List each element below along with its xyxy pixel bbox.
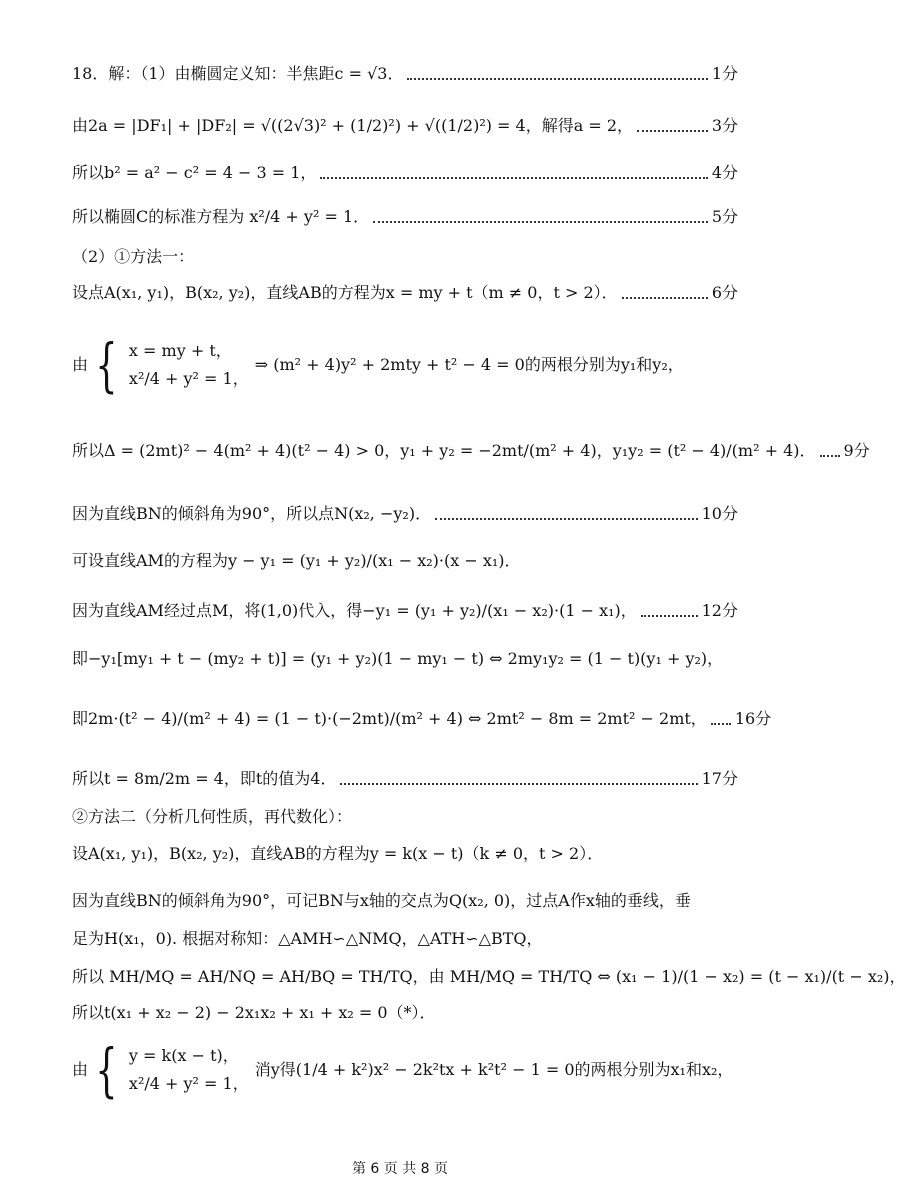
line-text: 所以t(x₁ + x₂ − 2) − 2x₁x₂ + x₁ + x₂ = 0（*）． (72, 1003, 436, 1022)
line-text: 消y得(1/4 + k²)x² − 2k²tx + k²t² − 1 = 0的两根分别为x₁和x₂， (254, 1060, 734, 1079)
line-9 (72, 550, 738, 572)
brace: { (95, 331, 118, 399)
score: 6分 (711, 283, 738, 302)
line-18 (72, 966, 906, 988)
dot-leader (407, 78, 707, 80)
line-6 (72, 282, 738, 304)
dot-leader (622, 297, 708, 299)
page-footer: 第 6 页 共 8 页 (351, 1161, 449, 1177)
system-row: x = my + t， (128, 341, 232, 360)
system-row: x²/4 + y² = 1， (128, 1074, 249, 1093)
line-15 (72, 843, 738, 865)
score: 10分 (701, 504, 738, 523)
equation-system (129, 340, 249, 390)
score: 3分 (711, 116, 738, 135)
line-3 (72, 162, 738, 184)
dot-leader (320, 177, 707, 179)
score: 12分 (701, 601, 738, 620)
line-7 (72, 440, 870, 462)
line-text: 因为直线BN的倾斜角为90°，所以点N(x₂, −y₂)． (72, 504, 432, 523)
line-11 (72, 648, 738, 670)
line-text: 因为直线AM经过点M，将(1,0)代入，得−y₁ = (y₁ + y₂)/(x₁ − x₂)·(1 − x₁)， (72, 601, 637, 620)
line-text: 由2a = |DF₁| + |DF₂| = √((2√3)² + (1/2)²) + √((1/2)²) = 4，解得a = 2， (72, 116, 634, 135)
dot-leader (373, 221, 708, 223)
line-system-2 (72, 1036, 738, 1104)
line-13 (72, 768, 738, 790)
score: 9分 (843, 441, 870, 460)
line-text: 18．解：（1）由椭圆定义知：半焦距c = √3． (72, 64, 404, 83)
line-8 (72, 503, 738, 525)
dot-leader (711, 723, 731, 725)
line-4 (72, 206, 738, 228)
line-14 (72, 806, 738, 828)
line-text: 足为H(x₁，0). 根据对称知：△AMH∽△NMQ，△ATH∽△BTQ， (72, 929, 543, 948)
line-system-1 (72, 331, 738, 399)
system-row: x²/4 + y² = 1， (128, 369, 249, 388)
line-text: 设点A(x₁, y₁)，B(x₂, y₂)，直线AB的方程为x = my + t（m ≠ 0，t > 2）． (72, 283, 618, 302)
line-text: 因为直线BN的倾斜角为90°，可记BN与x轴的交点为Q(x₂, 0)，过点A作x轴的垂线，垂 (72, 891, 691, 910)
score: 1分 (711, 64, 738, 83)
dot-leader (637, 130, 708, 132)
line-text: ⇒ (m² + 4)y² + 2mty + t² − 4 = 0的两根分别为y₁和y₂， (254, 355, 684, 374)
line-text: 可设直线AM的方程为y − y₁ = (y₁ + y₂)/(x₁ − x₂)·(x − x₁)． (72, 551, 521, 570)
line-19 (72, 1002, 738, 1024)
line-1 (72, 63, 738, 85)
dot-leader (820, 455, 840, 457)
system-prefix: 由 (72, 1060, 89, 1079)
score: 5分 (711, 207, 738, 226)
line-text: 所以 MH/MQ = AH/NQ = AH/BQ = TH/TQ，由 MH/MQ = TH/TQ ⇔ (x₁ − 1)/(1 − x₂) = (t − x₁)/(t − x₂)， (72, 967, 906, 986)
equation-system (129, 1045, 249, 1095)
line-text: ②方法二（分析几何性质，再代数化）： (72, 807, 353, 826)
score: 4分 (711, 163, 738, 182)
line-2 (72, 115, 738, 137)
line-text: （2）①方法一： (72, 247, 195, 266)
dot-leader (435, 518, 698, 520)
score: 16分 (734, 709, 772, 728)
line-12 (72, 708, 772, 730)
line-5 (72, 246, 738, 268)
line-text: 所以Δ = (2mt)² − 4(m² + 4)(t² − 4) > 0，y₁ + y₂ = −2mt/(m² + 4)，y₁y₂ = (t² − 4)/(m² + 4)． (72, 441, 816, 460)
line-text: 即−y₁[my₁ + t − (my₂ + t)] = (y₁ + y₂)(1 − my₁ − t) ⇔ 2my₁y₂ = (1 − t)(y₁ + y₂)， (72, 649, 724, 668)
system-prefix: 由 (72, 355, 89, 374)
system-row: y = k(x − t)， (128, 1046, 239, 1065)
dot-leader (340, 783, 697, 785)
dot-leader (641, 615, 698, 617)
line-text: 所以b² = a² − c² = 4 − 3 = 1， (72, 163, 317, 182)
line-text: 设A(x₁, y₁)，B(x₂, y₂)，直线AB的方程为y = k(x − t)（k ≠ 0，t > 2）． (72, 844, 604, 863)
line-16 (72, 890, 738, 912)
line-text: 所以椭圆C的标准方程为 x²/4 + y² = 1． (72, 207, 370, 226)
brace: { (95, 1036, 118, 1104)
line-text: 所以t = 8m/2m = 4，即t的值为4． (72, 769, 337, 788)
line-text: 即2m·(t² − 4)/(m² + 4) = (1 − t)·(−2mt)/(m² + 4) ⇔ 2mt² − 8m = 2mt² − 2mt， (72, 709, 707, 728)
line-10 (72, 600, 738, 622)
line-17 (72, 928, 738, 950)
score: 17分 (701, 769, 738, 788)
